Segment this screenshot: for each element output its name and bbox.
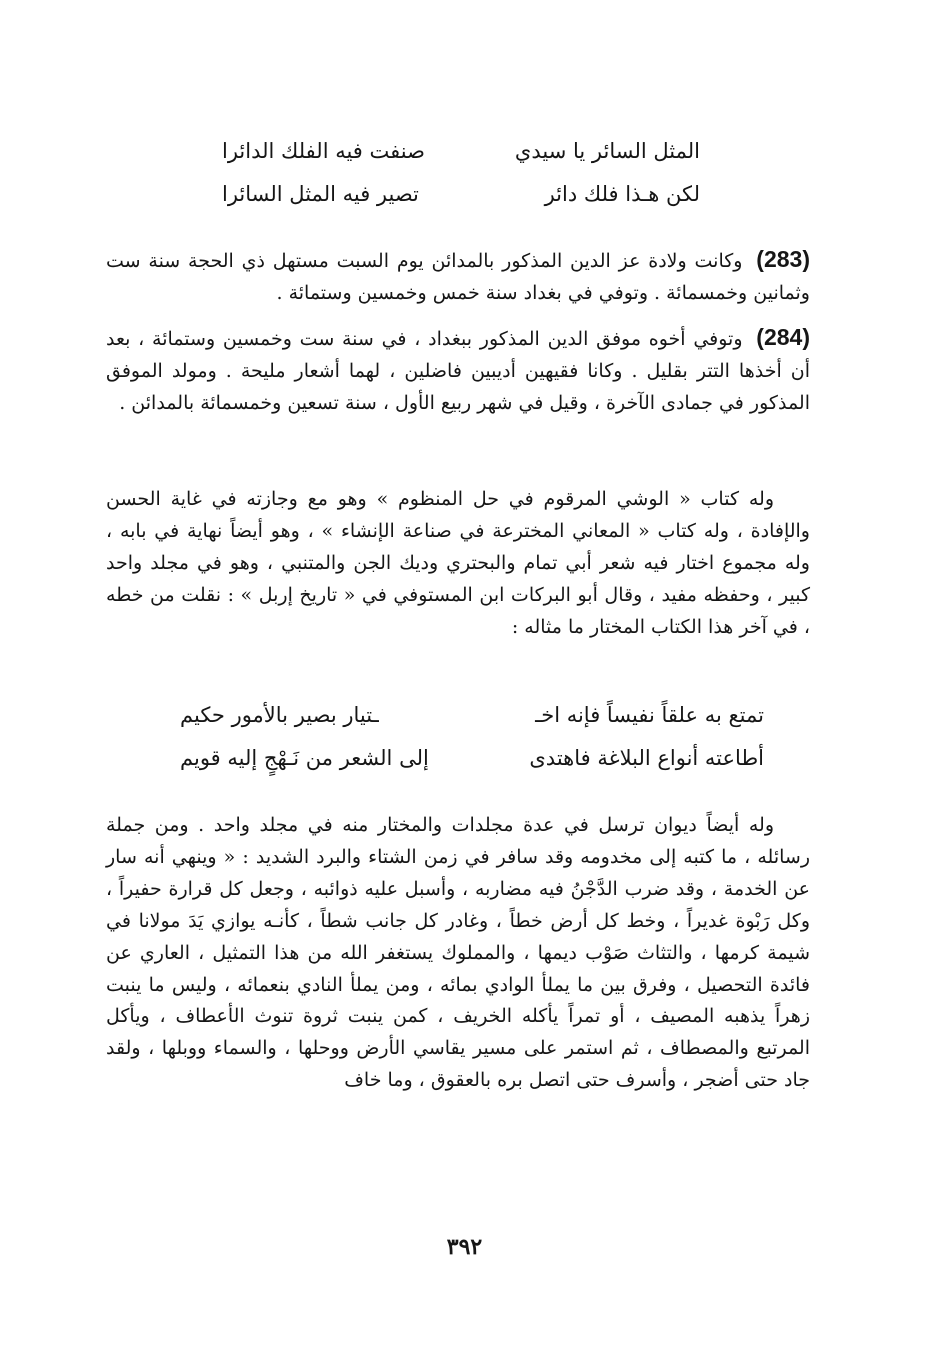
- verse-hemistich-second: إلى الشعر من نَـهْجٍ إليه قويم: [180, 746, 429, 770]
- verse-hemistich-second: ـتيار بصير بالأمور حكيم: [180, 703, 379, 727]
- verse-hemistich-first: تمتع به علقاً نفيساً فإنه اخـ: [535, 703, 764, 727]
- verse-line: [180, 705, 764, 731]
- paragraph-diwan: وله أيضاً ديوان ترسل في عدة مجلدات والمختار منه في مجلد واحد . ومن جملة رسائله ، ما كتبه إلى مخدومه وقد سافر في زمن الشتاء والبرد الشديد : « وينهي أنه سار عن الخدمة ، وقد ضرب الدَّجْنُ فيه مضاربه ، وأسبل عليه ذوائبه ، وجعل كل قرارة حفيراً ، وكل رَبْوة غديراً ، وخط كل أرض خطاً ، وغادر كل جانب شطاً ، كأنـه يوازي يَدَ مولانا في شيمة كرمها ، والتثاث صَوْب ديمها ، والمملوك يستغفر الله من هذا التمثيل ، العاري عن فائدة التحصيل ، وفرق بين ما يملأ الوادي بمائه ، ومن يملأ النادي بنعمائه ، وليس ما ينبت زهراً يذهبه المصيف ، أو تمراً يأكله الخريف ، كمن ينبت ثروة تنوث الأعطاف ، ويأكل المرتبع والمصطاف ، ثم استمر على مسير يقاسي الأرض ووحلها ، والسماء ووبلها ، ولقد جاد حتى أضجر ، وأسرف حتى اتصل بره بالعقوق ، وما خاف: [106, 814, 810, 1092]
- verse-hemistich-first: أطاعته أنواع البلاغة فاهتدى: [529, 746, 764, 770]
- entry-284: [106, 322, 810, 420]
- paragraph-kitab: وله كتاب « الوشي المرقوم في حل المنظوم » وهو مع وجازته في غاية الحسن والإفادة ، وله كتاب « المعاني المخترعة في صناعة الإنشاء » ، وهو أيضاً نهاية في بابه ، وله مجموع اختار فيه شعر أبي تمام والبحتري وديك الجن والمتنبي ، وهو في مجلد واحد كبير ، وحفظه مفيد ، وقال أبو البركات ابن المستوفي في « تاريخ إربل » : نقلت من خطه ، في آخر هذا الكتاب المختار ما مثاله :: [106, 488, 810, 638]
- verse-line: [222, 141, 700, 167]
- entry-283: [106, 244, 810, 310]
- entry-number: (284): [756, 324, 810, 350]
- verse-hemistich-second: تصير فيه المثل السائرا: [222, 182, 419, 206]
- verse-hemistich-second: صنفت فيه الفلك الدائرا: [222, 139, 425, 163]
- entry-number: (283): [756, 246, 810, 272]
- verse-line: [180, 748, 764, 774]
- page-number: ٣٩٢: [446, 1234, 483, 1260]
- verse-hemistich-first: لكن هـذا فلك دائر: [544, 182, 700, 206]
- verse-hemistich-first: المثل السائر يا سيدي: [514, 139, 700, 163]
- verse-line: [222, 184, 700, 210]
- entry-text: وكانت ولادة عز الدين المذكور بالمدائن يوم السبت مستهل ذي الحجة سنة ست وثمانين وخمسمائة . وتوفي في بغداد سنة خمس وخمسين وستمائة .: [106, 250, 810, 304]
- entry-text: وتوفي أخوه موفق الدين المذكور ببغداد ، في سنة ست وخمسين وستمائة ، بعد أن أخذها التتر بقليل . وكانا فقيهين أديبين فاضلين ، لهما أشعار مليحة . ومولد الموفق المذكور في جمادى الآخرة ، وقيل في شهر ربيع الأول ، سنة تسعين وخمسمائة بالمدائن .: [106, 328, 810, 414]
